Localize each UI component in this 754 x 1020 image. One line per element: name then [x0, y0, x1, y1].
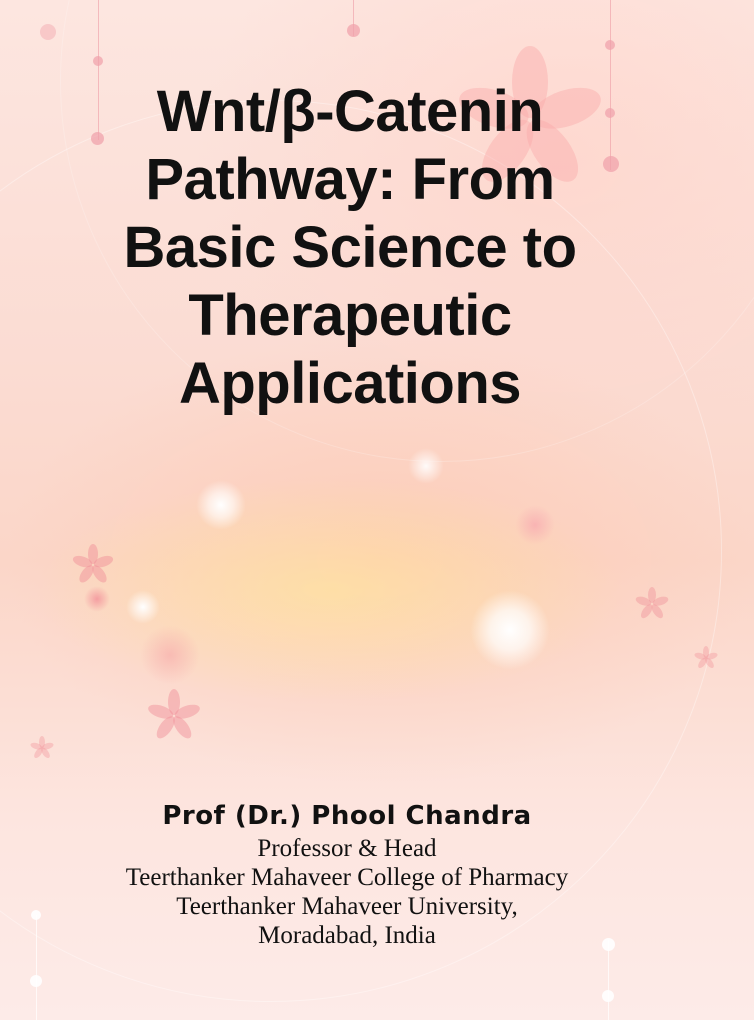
book-title [40, 78, 660, 418]
affiliation-line: Teerthanker Mahaveer University, [176, 893, 518, 920]
bead-ornament [347, 24, 360, 37]
affiliation-line: Moradabad, India [258, 922, 436, 949]
flower-icon [632, 584, 672, 624]
title-line: Pathway: From [145, 147, 555, 212]
author-affiliation [0, 834, 694, 950]
affiliation-line: Professor & Head [257, 835, 437, 862]
bokeh-light [126, 590, 160, 624]
bokeh-light [140, 625, 200, 685]
bokeh-light [470, 590, 550, 670]
affiliation-line: Teerthanker Mahaveer College of Pharmacy [125, 864, 569, 891]
bead-ornament [30, 975, 42, 987]
flower-icon [70, 542, 116, 588]
bokeh-light [515, 505, 555, 545]
bokeh-light [84, 586, 110, 612]
title-line: Applications [178, 351, 522, 416]
bead-ornament [40, 24, 56, 40]
flower-icon [692, 644, 720, 672]
author-block [0, 798, 694, 950]
title-line: Therapeutic [188, 283, 512, 348]
bead-ornament [93, 56, 103, 66]
author-name: Prof (Dr.) Phool Chandra [162, 801, 532, 831]
title-line: Wnt/β-Catenin [156, 79, 544, 144]
flower-icon [144, 686, 204, 746]
hanging-string [608, 940, 609, 1020]
bead-ornament [602, 990, 614, 1002]
bokeh-light [408, 448, 444, 484]
bokeh-light [196, 480, 246, 530]
flower-icon [28, 734, 56, 762]
title-line: Basic Science to [123, 215, 577, 280]
